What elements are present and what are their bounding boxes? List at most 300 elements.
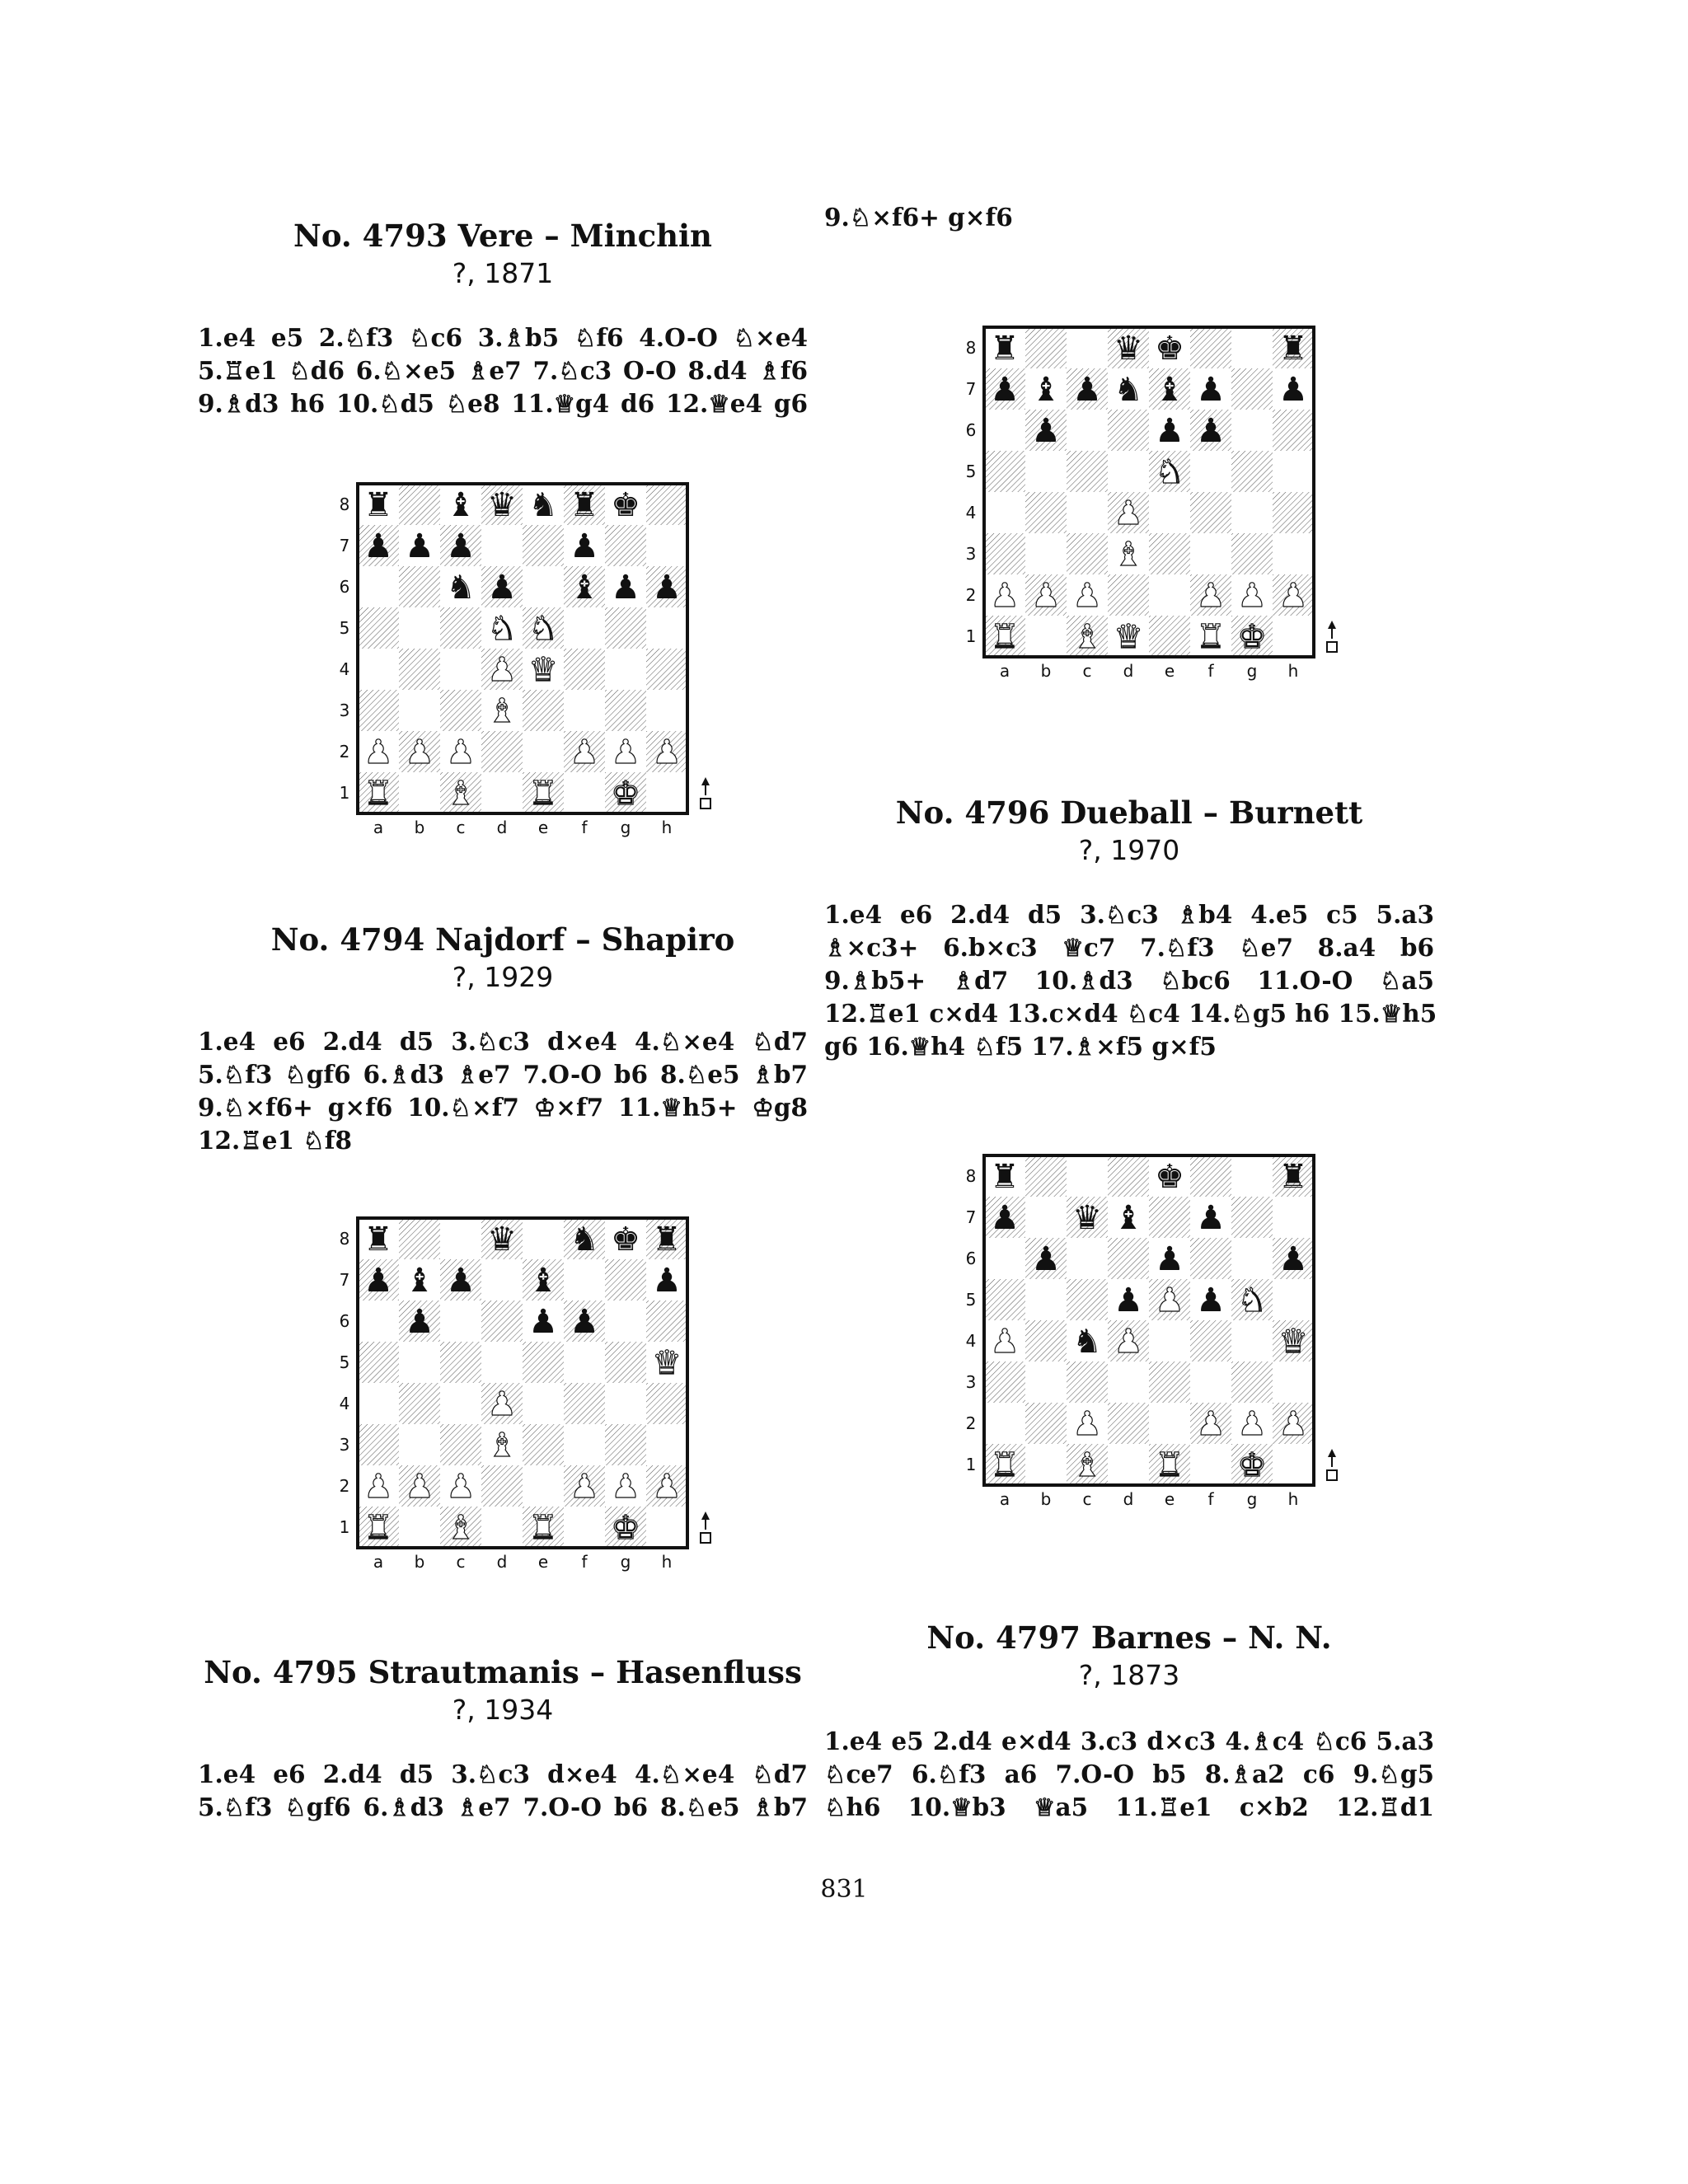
rank-label: 1 xyxy=(339,1517,350,1537)
light-square xyxy=(358,1383,399,1424)
black-pawn-icon: ♟ xyxy=(363,1262,393,1300)
rank-label: 3 xyxy=(339,701,350,720)
moves-line: 9.♗b5+ ♗d7 10.♗d3 ♘bc6 11.O-O ♘a5 xyxy=(824,966,1434,995)
black-bishop-icon: ♝ xyxy=(1155,371,1184,409)
game-4796-moves xyxy=(824,898,1437,1063)
moves-line: 12.♖e1 ♘f8 xyxy=(198,1126,352,1155)
light-square xyxy=(440,1301,481,1342)
white-pawn-icon: ♟ xyxy=(1278,1405,1308,1443)
moves-line: 1.e4 e5 2.d4 e×d4 3.c3 d×c3 4.♗c4 ♘c6 5.a3 xyxy=(824,1727,1434,1755)
chess-board xyxy=(330,480,725,851)
game-4796-title: No. 4796 Dueball – Burnett xyxy=(895,794,1363,831)
rank-label: 6 xyxy=(965,420,977,440)
dark-square xyxy=(646,484,687,525)
black-pawn-icon: ♟ xyxy=(1278,371,1308,409)
light-square xyxy=(1231,1320,1273,1361)
white-pawn-icon: ♟ xyxy=(1031,577,1061,615)
moves-line: ♘h6 10.♕b3 ♕a5 11.♖e1 c×b2 12.♖d1 xyxy=(824,1793,1434,1821)
light-square xyxy=(1067,410,1108,451)
black-pawn-icon: ♟ xyxy=(570,1303,599,1341)
light-square xyxy=(523,1218,564,1259)
file-label: a xyxy=(999,661,1010,681)
dark-square xyxy=(440,690,481,731)
light-square xyxy=(564,1342,605,1383)
black-queen-icon: ♛ xyxy=(1114,330,1143,368)
white-pawn-icon: ♟ xyxy=(1114,1323,1143,1361)
light-square xyxy=(646,772,687,813)
moves-line: 1.e4 e6 2.d4 d5 3.♘c3 d×e4 4.♘×e4 ♘d7 xyxy=(198,1760,808,1788)
black-pawn-icon: ♟ xyxy=(652,569,682,607)
light-square xyxy=(1025,451,1067,492)
rank-label: 2 xyxy=(965,585,977,605)
light-square xyxy=(564,1424,605,1465)
dark-square xyxy=(564,1383,605,1424)
black-pawn-icon: ♟ xyxy=(1196,1282,1226,1319)
file-label: c xyxy=(456,1552,466,1572)
white-to-move-icon xyxy=(701,1511,710,1543)
white-knight-icon: ♞ xyxy=(487,610,517,648)
light-square xyxy=(1273,533,1314,574)
black-rook-icon: ♜ xyxy=(1278,330,1308,368)
black-pawn-icon: ♟ xyxy=(1031,1240,1061,1278)
rank-label: 4 xyxy=(965,1331,977,1351)
white-rook-icon: ♜ xyxy=(990,1446,1020,1484)
light-square xyxy=(1190,1361,1231,1403)
black-pawn-icon: ♟ xyxy=(1155,412,1184,450)
light-square xyxy=(1025,1444,1067,1485)
moves-line: g6 16.♕h4 ♘f5 17.♗×f5 g×f5 xyxy=(824,1032,1217,1061)
dark-square xyxy=(1067,533,1108,574)
light-square xyxy=(1025,616,1067,657)
light-square xyxy=(564,1259,605,1301)
light-square xyxy=(481,525,523,566)
black-king-icon: ♚ xyxy=(1155,1158,1184,1196)
file-label: b xyxy=(414,1552,425,1572)
black-rook-icon: ♜ xyxy=(990,330,1020,368)
dark-square xyxy=(1149,1361,1190,1403)
black-pawn-icon: ♟ xyxy=(990,1199,1020,1237)
light-square xyxy=(564,1507,605,1548)
rank-label: 2 xyxy=(965,1413,977,1433)
light-square xyxy=(440,1383,481,1424)
black-pawn-icon: ♟ xyxy=(446,527,476,565)
dark-square xyxy=(1190,327,1231,368)
dark-square xyxy=(1108,1403,1149,1444)
light-square xyxy=(1231,327,1273,368)
white-king-icon: ♚ xyxy=(611,1509,640,1547)
file-label: a xyxy=(373,818,384,837)
light-square xyxy=(523,1383,564,1424)
dark-square xyxy=(358,607,399,649)
dark-square xyxy=(564,649,605,690)
white-pawn-icon: ♟ xyxy=(405,733,434,771)
dark-square xyxy=(358,1342,399,1383)
black-bishop-icon: ♝ xyxy=(405,1262,434,1300)
moves-line: 5.♖e1 ♘d6 6.♘×e5 ♗e7 7.♘c3 O-O 8.d4 ♗f6 xyxy=(198,356,808,385)
white-knight-icon: ♞ xyxy=(1237,1282,1267,1319)
white-pawn-icon: ♟ xyxy=(1237,1405,1267,1443)
dark-square xyxy=(1025,1155,1067,1197)
dark-square xyxy=(1108,1155,1149,1197)
black-queen-icon: ♛ xyxy=(487,486,517,524)
light-square xyxy=(984,1403,1025,1444)
dark-square xyxy=(399,1383,440,1424)
rank-label: 5 xyxy=(965,462,977,481)
black-knight-icon: ♞ xyxy=(1114,371,1143,409)
black-rook-icon: ♜ xyxy=(363,486,393,524)
dark-square xyxy=(1273,492,1314,533)
file-label: e xyxy=(1164,1489,1175,1509)
black-queen-icon: ♛ xyxy=(487,1221,517,1258)
black-king-icon: ♚ xyxy=(611,486,640,524)
black-pawn-icon: ♟ xyxy=(1278,1240,1308,1278)
black-queen-icon: ♛ xyxy=(1072,1199,1102,1237)
dark-square xyxy=(1190,1155,1231,1197)
dark-square xyxy=(1190,492,1231,533)
rank-label: 7 xyxy=(339,1270,350,1290)
dark-square xyxy=(1231,533,1273,574)
light-square xyxy=(523,1465,564,1507)
file-label: b xyxy=(1040,1489,1052,1509)
light-square xyxy=(523,566,564,607)
moves-line: 9.♗d3 h6 10.♘d5 ♘e8 11.♕g4 d6 12.♕e4 g6 xyxy=(198,389,808,418)
white-pawn-icon: ♟ xyxy=(1196,577,1226,615)
white-bishop-icon: ♝ xyxy=(446,775,476,813)
file-label: b xyxy=(1040,661,1052,681)
light-square xyxy=(1190,1444,1231,1485)
dark-square xyxy=(1149,533,1190,574)
light-square xyxy=(399,1424,440,1465)
rank-label: 8 xyxy=(339,494,350,514)
light-square xyxy=(481,772,523,813)
light-square xyxy=(1231,1155,1273,1197)
black-pawn-icon: ♟ xyxy=(487,569,517,607)
dark-square xyxy=(1108,574,1149,616)
dark-square xyxy=(1025,327,1067,368)
light-square xyxy=(984,410,1025,451)
game-4793-title: No. 4793 Vere – Minchin xyxy=(293,218,712,254)
light-square xyxy=(358,649,399,690)
light-square xyxy=(1025,1197,1067,1238)
file-label: a xyxy=(999,1489,1010,1509)
game-4797-place-year: ?, 1873 xyxy=(1078,1659,1180,1691)
light-square xyxy=(1273,451,1314,492)
white-king-icon: ♚ xyxy=(1237,1446,1267,1484)
game-4794-title: No. 4794 Najdorf – Shapiro xyxy=(270,921,735,958)
dark-square xyxy=(605,607,646,649)
black-pawn-icon: ♟ xyxy=(652,1262,682,1300)
file-label: c xyxy=(456,818,466,837)
white-to-move-icon xyxy=(701,777,710,808)
dark-square xyxy=(358,690,399,731)
white-king-icon: ♚ xyxy=(1237,618,1267,656)
light-square xyxy=(605,1383,646,1424)
moves-line: 1.e4 e6 2.d4 d5 3.♘c3 d×e4 4.♘×e4 ♘d7 xyxy=(198,1027,808,1056)
dark-square xyxy=(1273,410,1314,451)
dark-square xyxy=(1190,1320,1231,1361)
rank-label: 1 xyxy=(965,626,977,646)
black-pawn-icon: ♟ xyxy=(1114,1282,1143,1319)
file-label: f xyxy=(581,818,588,837)
file-label: e xyxy=(537,1552,549,1572)
light-square xyxy=(1273,1197,1314,1238)
black-rook-icon: ♜ xyxy=(363,1221,393,1258)
white-rook-icon: ♜ xyxy=(528,775,558,813)
dark-square xyxy=(523,525,564,566)
white-pawn-icon: ♟ xyxy=(363,1468,393,1506)
moves-line: 1.e4 e6 2.d4 d5 3.♘c3 ♗b4 4.e5 c5 5.a3 xyxy=(824,900,1434,929)
black-king-icon: ♚ xyxy=(1155,330,1184,368)
black-pawn-icon: ♟ xyxy=(570,527,599,565)
white-pawn-icon: ♟ xyxy=(990,577,1020,615)
file-label: h xyxy=(1287,661,1299,681)
black-pawn-icon: ♟ xyxy=(405,1303,434,1341)
black-knight-icon: ♞ xyxy=(446,569,476,607)
light-square xyxy=(358,1301,399,1342)
white-to-move-icon xyxy=(1327,1449,1337,1480)
white-pawn-icon: ♟ xyxy=(570,733,599,771)
chess-board xyxy=(956,1152,1352,1523)
black-rook-icon: ♜ xyxy=(570,486,599,524)
dark-square xyxy=(605,690,646,731)
dark-square xyxy=(605,525,646,566)
dark-square xyxy=(984,533,1025,574)
rank-label: 4 xyxy=(965,503,977,523)
game-4795-moves-continued xyxy=(824,201,1434,234)
white-pawn-icon: ♟ xyxy=(570,1468,599,1506)
dark-square xyxy=(1190,1238,1231,1279)
white-pawn-icon: ♟ xyxy=(611,733,640,771)
file-label: h xyxy=(661,818,673,837)
black-bishop-icon: ♝ xyxy=(1031,371,1061,409)
dark-square xyxy=(1149,1197,1190,1238)
light-square xyxy=(1149,492,1190,533)
file-label: f xyxy=(581,1552,588,1572)
light-square xyxy=(1273,1444,1314,1485)
light-square xyxy=(1190,533,1231,574)
file-label: d xyxy=(496,818,508,837)
white-pawn-icon: ♟ xyxy=(487,1385,517,1423)
file-label: f xyxy=(1207,661,1214,681)
dark-square xyxy=(440,1342,481,1383)
dark-square xyxy=(1067,451,1108,492)
dark-square xyxy=(399,566,440,607)
rank-label: 3 xyxy=(339,1435,350,1455)
light-square xyxy=(1149,1320,1190,1361)
white-to-move-icon xyxy=(1327,621,1337,652)
game-4795-title: No. 4795 Strautmanis – Hasenfluss xyxy=(204,1654,802,1690)
light-square xyxy=(1025,533,1067,574)
light-square xyxy=(399,690,440,731)
file-label: c xyxy=(1082,661,1092,681)
rank-label: 1 xyxy=(339,783,350,803)
dark-square xyxy=(984,451,1025,492)
file-label: g xyxy=(620,818,631,837)
white-rook-icon: ♜ xyxy=(1196,618,1226,656)
light-square xyxy=(605,1301,646,1342)
white-pawn-icon: ♟ xyxy=(1237,577,1267,615)
black-rook-icon: ♜ xyxy=(1278,1158,1308,1196)
rank-label: 3 xyxy=(965,1372,977,1392)
light-square xyxy=(440,1218,481,1259)
game-4794-place-year: ?, 1929 xyxy=(452,961,554,993)
dark-square xyxy=(358,1424,399,1465)
light-square xyxy=(984,1238,1025,1279)
game-4797-moves xyxy=(824,1725,1434,1824)
white-pawn-icon: ♟ xyxy=(405,1468,434,1506)
rank-label: 4 xyxy=(339,1394,350,1413)
dark-square xyxy=(1108,1238,1149,1279)
moves-line: 9.♘×f6+ g×f6 10.♘×f7 ♔×f7 11.♕h5+ ♔g8 xyxy=(198,1093,808,1122)
page-number: 831 xyxy=(820,1875,868,1904)
light-square xyxy=(399,1342,440,1383)
black-pawn-icon: ♟ xyxy=(1196,371,1226,409)
dark-square xyxy=(1025,492,1067,533)
light-square xyxy=(1067,1155,1108,1197)
light-square xyxy=(646,525,687,566)
black-pawn-icon: ♟ xyxy=(405,527,434,565)
black-pawn-icon: ♟ xyxy=(1031,412,1061,450)
light-square xyxy=(1149,1403,1190,1444)
light-square xyxy=(1273,1279,1314,1320)
light-square xyxy=(1108,1361,1149,1403)
white-bishop-icon: ♝ xyxy=(487,1427,517,1465)
white-pawn-icon: ♟ xyxy=(1155,1282,1184,1319)
light-square xyxy=(1231,1238,1273,1279)
white-rook-icon: ♜ xyxy=(990,618,1020,656)
file-label: a xyxy=(373,1552,384,1572)
white-pawn-icon: ♟ xyxy=(652,1468,682,1506)
dark-square xyxy=(646,1383,687,1424)
file-label: g xyxy=(1246,661,1258,681)
rank-label: 2 xyxy=(339,1476,350,1496)
dark-square xyxy=(1025,1320,1067,1361)
white-pawn-icon: ♟ xyxy=(611,1468,640,1506)
black-pawn-icon: ♟ xyxy=(1072,371,1102,409)
black-bishop-icon: ♝ xyxy=(1114,1199,1143,1237)
rank-label: 8 xyxy=(965,338,977,358)
dark-square xyxy=(646,649,687,690)
white-bishop-icon: ♝ xyxy=(487,692,517,730)
black-bishop-icon: ♝ xyxy=(446,486,476,524)
white-pawn-icon: ♟ xyxy=(652,733,682,771)
moves-line: ♘ce7 6.♘f3 a6 7.O-O b5 8.♗a2 c6 9.♘g5 xyxy=(824,1760,1434,1788)
dark-square xyxy=(440,1424,481,1465)
game-4795-place-year: ?, 1934 xyxy=(452,1694,554,1726)
white-pawn-icon: ♟ xyxy=(1196,1405,1226,1443)
white-rook-icon: ♜ xyxy=(528,1509,558,1547)
dark-square xyxy=(481,1301,523,1342)
light-square xyxy=(1067,327,1108,368)
white-pawn-icon: ♟ xyxy=(487,651,517,689)
dark-square xyxy=(605,1424,646,1465)
light-square xyxy=(1067,1238,1108,1279)
black-knight-icon: ♞ xyxy=(528,486,558,524)
dark-square xyxy=(399,1218,440,1259)
rank-label: 5 xyxy=(339,618,350,638)
black-rook-icon: ♜ xyxy=(990,1158,1020,1196)
chess-board xyxy=(330,1215,725,1586)
light-square xyxy=(1025,1279,1067,1320)
white-queen-icon: ♛ xyxy=(528,651,558,689)
light-square xyxy=(358,566,399,607)
dark-square xyxy=(1108,410,1149,451)
moves-line: 12.♖e1 c×d4 13.c×d4 ♘c4 14.♘g5 h6 15.♕h5 xyxy=(824,999,1437,1028)
chess-diagram xyxy=(330,480,725,851)
file-label: h xyxy=(661,1552,673,1572)
rank-label: 8 xyxy=(339,1229,350,1249)
dark-square xyxy=(523,690,564,731)
dark-square xyxy=(399,649,440,690)
light-square xyxy=(481,1342,523,1383)
black-pawn-icon: ♟ xyxy=(1155,1240,1184,1278)
dark-square xyxy=(1149,616,1190,657)
game-4793-moves xyxy=(198,321,808,420)
file-label: g xyxy=(620,1552,631,1572)
file-label: e xyxy=(537,818,549,837)
moves-line: 1.e4 e5 2.♘f3 ♘c6 3.♗b5 ♘f6 4.O-O ♘×e4 xyxy=(198,323,808,352)
light-square xyxy=(523,731,564,772)
dark-square xyxy=(481,731,523,772)
moves-line: 9.♘×f6+ g×f6 xyxy=(824,203,1013,232)
light-square xyxy=(564,607,605,649)
moves-line: 5.♘f3 ♘gf6 6.♗d3 ♗e7 7.O-O b6 8.♘e5 ♗b7 xyxy=(198,1793,808,1821)
dark-square xyxy=(481,1465,523,1507)
light-square xyxy=(564,772,605,813)
black-pawn-icon: ♟ xyxy=(1196,412,1226,450)
black-rook-icon: ♜ xyxy=(652,1221,682,1258)
file-label: d xyxy=(1123,661,1134,681)
rank-label: 6 xyxy=(339,577,350,597)
rank-label: 7 xyxy=(965,379,977,399)
white-rook-icon: ♜ xyxy=(363,775,393,813)
light-square xyxy=(1108,451,1149,492)
white-pawn-icon: ♟ xyxy=(446,733,476,771)
game-4797-title: No. 4797 Barnes – N. N. xyxy=(926,1619,1332,1656)
file-label: d xyxy=(1123,1489,1134,1509)
rank-label: 5 xyxy=(965,1290,977,1310)
file-label: b xyxy=(414,818,425,837)
light-square xyxy=(984,492,1025,533)
white-bishop-icon: ♝ xyxy=(446,1509,476,1547)
black-pawn-icon: ♟ xyxy=(1196,1199,1226,1237)
black-pawn-icon: ♟ xyxy=(990,371,1020,409)
rank-label: 5 xyxy=(339,1352,350,1372)
chess-board xyxy=(956,324,1352,695)
white-pawn-icon: ♟ xyxy=(446,1468,476,1506)
game-4795-moves xyxy=(198,1758,808,1824)
game-4794-moves xyxy=(198,1025,808,1157)
dark-square xyxy=(1231,451,1273,492)
rank-label: 4 xyxy=(339,659,350,679)
black-knight-icon: ♞ xyxy=(1072,1323,1102,1361)
chess-diagram xyxy=(956,324,1352,695)
file-label: e xyxy=(1164,661,1175,681)
light-square xyxy=(646,1507,687,1548)
black-pawn-icon: ♟ xyxy=(611,569,640,607)
file-label: d xyxy=(496,1552,508,1572)
dark-square xyxy=(1067,1361,1108,1403)
dark-square xyxy=(1231,368,1273,410)
dark-square xyxy=(523,1424,564,1465)
black-pawn-icon: ♟ xyxy=(446,1262,476,1300)
black-knight-icon: ♞ xyxy=(570,1221,599,1258)
dark-square xyxy=(1025,1403,1067,1444)
light-square xyxy=(1190,451,1231,492)
dark-square xyxy=(984,1279,1025,1320)
white-pawn-icon: ♟ xyxy=(990,1323,1020,1361)
light-square xyxy=(1025,1361,1067,1403)
